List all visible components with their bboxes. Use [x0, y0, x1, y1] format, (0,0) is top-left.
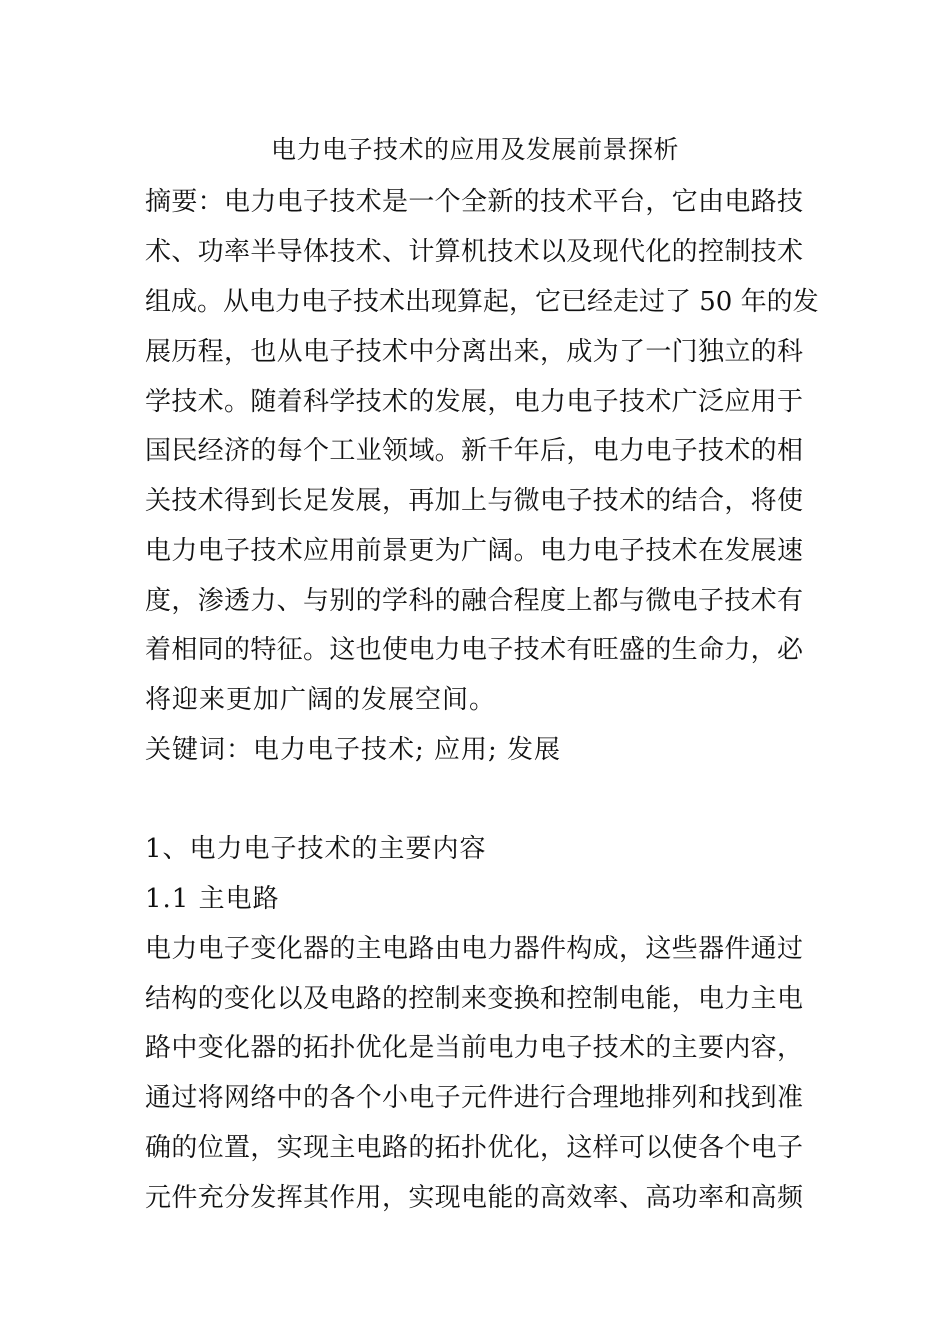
- subsection-heading: 1.1 主电路: [145, 884, 280, 914]
- abstract-line: 度，渗透力、与别的学科的融合程度上都与微电子技术有: [145, 586, 803, 616]
- body-line: 元件充分发挥其作用，实现电能的高效率、高功率和高频: [145, 1183, 803, 1213]
- abstract-line: 将迎来更加广阔的发展空间。: [145, 685, 497, 715]
- abstract-line: 术、功率半导体技术、计算机技术以及现代化的控制技术: [145, 237, 803, 267]
- abstract-line: 学技术。随着科学技术的发展，电力电子技术广泛应用于: [145, 387, 803, 417]
- abstract-line: 组成。从电力电子技术出现算起，它已经走过了 50 年的发: [145, 287, 819, 317]
- body-line: 确的位置，实现主电路的拓扑优化，这样可以使各个电子: [145, 1133, 803, 1163]
- document-title: 电力电子技术的应用及发展前景探析: [270, 135, 679, 164]
- abstract-line: 国民经济的每个工业领域。新千年后，电力电子技术的相: [145, 436, 803, 466]
- abstract-line: 着相同的特征。这也使电力电子技术有旺盛的生命力，必: [145, 635, 803, 665]
- abstract-line: 关技术得到长足发展，再加上与微电子技术的结合，将使: [145, 486, 803, 516]
- abstract-line: 电力电子技术应用前景更为广阔。电力电子技术在发展速: [145, 536, 803, 566]
- section-heading: 1、电力电子技术的主要内容: [145, 834, 487, 864]
- body-line: 路中变化器的拓扑优化是当前电力电子技术的主要内容，: [145, 1033, 803, 1063]
- body-line: 结构的变化以及电路的控制来变换和控制电能，电力主电: [145, 984, 803, 1014]
- keywords: 关键词：电力电子技术; 应用; 发展: [145, 735, 562, 765]
- body-line: 通过将网络中的各个小电子元件进行合理地排列和找到准: [145, 1083, 803, 1113]
- abstract-line: 摘要：电力电子技术是一个全新的技术平台，它由电路技: [145, 187, 803, 217]
- body-line: 电力电子变化器的主电路由电力器件构成，这些器件通过: [145, 934, 803, 964]
- abstract-line: 展历程，也从电子技术中分离出来，成为了一门独立的科: [145, 337, 803, 367]
